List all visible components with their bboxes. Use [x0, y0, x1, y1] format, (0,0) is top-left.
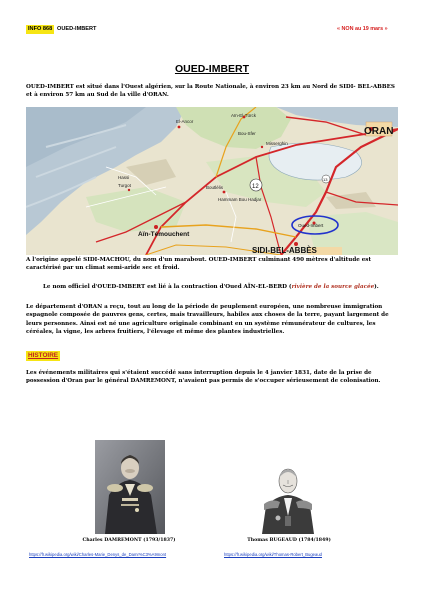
origin-paragraph: A l'origine appelé SIDI-MACHOU, du nom d'un marabout. OUED-IMBERT culminant 490 mètres d'altitude est caractérisé par un climat semi-aride sec et froid.: [26, 257, 372, 272]
map-image: [26, 107, 398, 255]
page-title: OUED-IMBERT: [174, 63, 250, 75]
header-subtitle: OUED-IMBERT: [57, 26, 97, 32]
header-slogan: « NON au 19 mars »: [337, 26, 388, 32]
intro-paragraph: OUED-IMBERT est situé dans l'Ouest algérien, sur la Route Nationale, à environ 23 km au Nord de SIDI- BEL-ABBES et à environ 57 km au Sud de la ville d'ORAN.: [26, 84, 395, 99]
caption-damremont: Charles DAMREMONT (1793/1837): [82, 538, 176, 543]
map-label-ain-el-turck: Aïn-El-Türck: [231, 113, 257, 118]
map-label-el-ancor: El-Ancor: [176, 119, 194, 124]
map-label-hammam-bou-hadjar: Hammam Bou Hadjar: [218, 197, 262, 202]
section-heading-histoire: HISTOIRE: [28, 352, 59, 359]
name-origin-translation: rivière de la source glacée: [291, 284, 375, 290]
link-bugeaud-wikipedia[interactable]: https://fr.wikipedia.org/wiki/Thomas-Robert_Bugeaud: [224, 552, 322, 557]
map-label-turgot: Turgot: [118, 183, 131, 188]
info-number-badge: INFO 868: [28, 26, 53, 32]
map-label-oran: ORAN: [364, 126, 394, 137]
map-label-misserghin: Misserghin: [266, 141, 288, 146]
map-label-boutlelis: Boutlélis: [206, 185, 224, 190]
region-map: [26, 107, 398, 255]
map-route-number: 12: [252, 184, 259, 190]
map-road-number: 13: [323, 177, 328, 182]
history-paragraph: Les événements militaires qui s'étaient succédé sans interruption depuis le 4 janvier 1831, date de la prise de possession d'Oran par le général DAMREMONT, n'avaient pas permis de s'occuper sérieusement de colonisation.: [26, 370, 381, 385]
map-label-bou-sfer: Bou-Sfer: [238, 131, 256, 136]
name-origin-end: ).: [374, 284, 379, 290]
link-damremont-wikipedia[interactable]: https://fr.wikipedia.org/wiki/Charles-Marie_Denys_de_Damr%C3%A9mont: [29, 552, 167, 557]
name-origin-text: Le nom officiel d'OUED-IMBERT est lié à la contraction d'Oued AÏN-EL-BERD (: [43, 284, 292, 290]
map-label-ain-temouchent: Aïn-Témouchent: [138, 231, 190, 238]
map-label-oued-imbert: Oued-Imbert: [298, 223, 324, 228]
immigration-paragraph: Le département d'ORAN a reçu, tout au long de la période de peuplement européen, une nombreuse immigration espagnole composée de pauvres gens, certes, mais travailleurs, habiles aux choses de la terre, payant largement de leurs personnes. Ainsi est né une agriculture originale combinant en un système rémunérateur de cultures, les céréales, la vigne, les arbres fruitiers, l'élevage et même des plantes industrielles.: [26, 304, 389, 336]
caption-bugeaud: Thomas BUGEAUD (1784/1849): [247, 538, 331, 543]
portrait-bugeaud: [256, 458, 320, 534]
map-label-hassi: Hassi: [118, 175, 130, 180]
portrait-damremont: [95, 440, 165, 534]
name-origin-paragraph: [43, 283, 398, 291]
map-label-sidi-bel-abbes: SIDI-BEL-ABBÈS: [252, 246, 317, 255]
